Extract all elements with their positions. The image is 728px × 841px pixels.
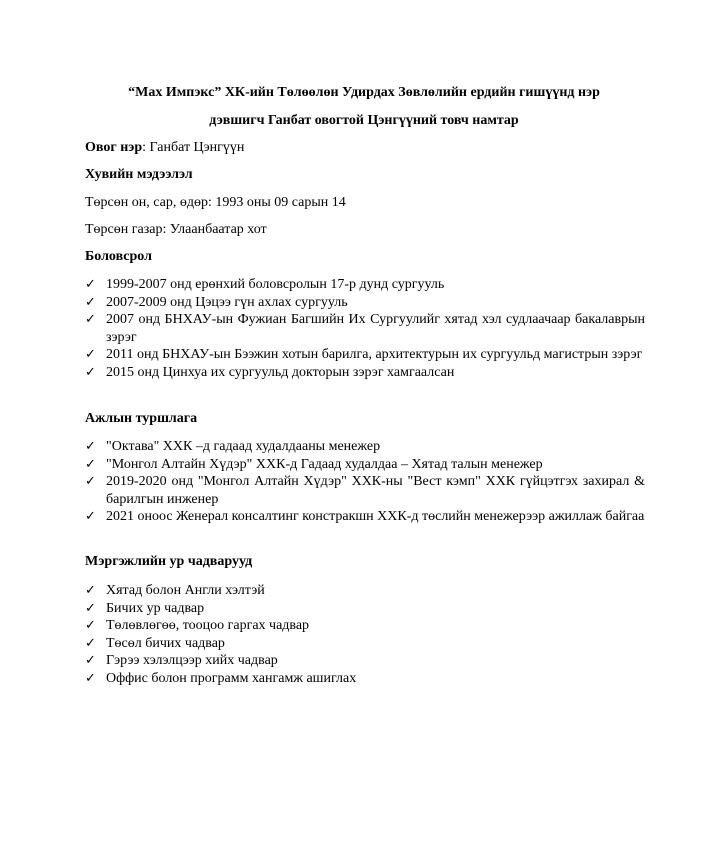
list-item: ✓ 2011 онд БНХАУ-ын Бээжин хотын барилга, архитектурын их сургуульд магистрын зэрэг bbox=[85, 347, 643, 362]
document-title-line-1: “Max Импэкс” ХК-ийн Төлөөлөн Удирдах Зөвлөлийн ердийн гишүүнд нэр bbox=[128, 85, 600, 100]
list-item: ✓ 2015 онд Цинхуа их сургуульд докторын зэрэг хамгаалсан bbox=[85, 364, 455, 380]
check-icon: ✓ bbox=[85, 456, 96, 472]
birth-place: Төрсөн газар: Улаанбаатар хот bbox=[85, 222, 267, 237]
list-item: ✓ Хятад болон Англи хэлтэй bbox=[85, 583, 265, 598]
check-icon: ✓ bbox=[85, 347, 96, 362]
check-icon: ✓ bbox=[85, 653, 96, 668]
full-name-label: Овог нэр bbox=[85, 140, 143, 155]
check-icon: ✓ bbox=[85, 509, 96, 524]
list-item: ✓ 2007 онд БНХАУ-ын Фужиан Багшийн Их Сургуулийг хятад хэл судлаачаар бакалаврын зэрэг bbox=[85, 312, 645, 345]
check-icon: ✓ bbox=[85, 635, 96, 651]
skills-heading: Мэргэжлийн ур чадварууд bbox=[85, 554, 253, 569]
check-icon: ✓ bbox=[85, 364, 96, 380]
list-item: ✓ Гэрээ хэлэлцээр хийх чадвар bbox=[85, 653, 278, 668]
education-heading: Боловсрол bbox=[85, 249, 152, 264]
check-icon: ✓ bbox=[85, 294, 96, 310]
list-item: ✓ "Октава" ХХК –д гадаад худалдааны менежер bbox=[85, 439, 381, 454]
check-icon: ✓ bbox=[85, 618, 96, 633]
experience-list bbox=[85, 438, 645, 526]
skills-list bbox=[85, 582, 645, 687]
list-item: ✓ 1999-2007 онд ерөнхий боловсролын 17-р дунд сургууль bbox=[85, 277, 445, 292]
list-item: ✓ Төлөвлөгөө, тооцоо гаргах чадвар bbox=[85, 618, 310, 633]
document-title-line-2: дэвшигч Ганбат овогтой Цэнгүүний товч намтар bbox=[209, 113, 519, 128]
list-item: ✓ Төсөл бичих чадвар bbox=[85, 635, 225, 651]
full-name-value: : Ганбат Цэнгүүн bbox=[142, 140, 245, 155]
check-icon: ✓ bbox=[85, 583, 96, 598]
check-icon: ✓ bbox=[85, 312, 96, 327]
list-item: ✓ Оффис болон программ хангамж ашиглах bbox=[85, 670, 357, 686]
list-item: ✓ "Монгол Алтайн Хүдэр" ХХК-д Гадаад худалдаа – Хятад талын менежер bbox=[85, 456, 543, 472]
list-item: ✓ Бичих ур чадвар bbox=[85, 600, 205, 616]
check-icon: ✓ bbox=[85, 277, 96, 292]
birth-date: Төрсөн он, сар, өдөр: 1993 оны 09 сарын 14 bbox=[85, 195, 346, 210]
check-icon: ✓ bbox=[85, 439, 96, 454]
list-item: ✓ 2019-2020 онд "Монгол Алтайн Хүдэр" ХХК-ны "Вест кэмп" ХХК гүйцэтгэх захирал & барилгын инженер bbox=[85, 474, 645, 507]
check-icon: ✓ bbox=[85, 474, 96, 489]
check-icon: ✓ bbox=[85, 670, 96, 686]
full-name-row bbox=[85, 140, 645, 156]
personal-info-heading: Хувийн мэдээлэл bbox=[85, 167, 193, 182]
list-item: ✓ 2007-2009 онд Цэцээ гүн ахлах сургууль bbox=[85, 294, 348, 310]
check-icon: ✓ bbox=[85, 600, 96, 616]
list-item: ✓ 2021 оноос Женерал консалтинг констракшн ХХК-д төслийн менежерээр ажиллаж байгаа bbox=[85, 509, 645, 524]
experience-heading: Ажлын туршлага bbox=[85, 411, 198, 426]
education-list bbox=[85, 276, 645, 381]
